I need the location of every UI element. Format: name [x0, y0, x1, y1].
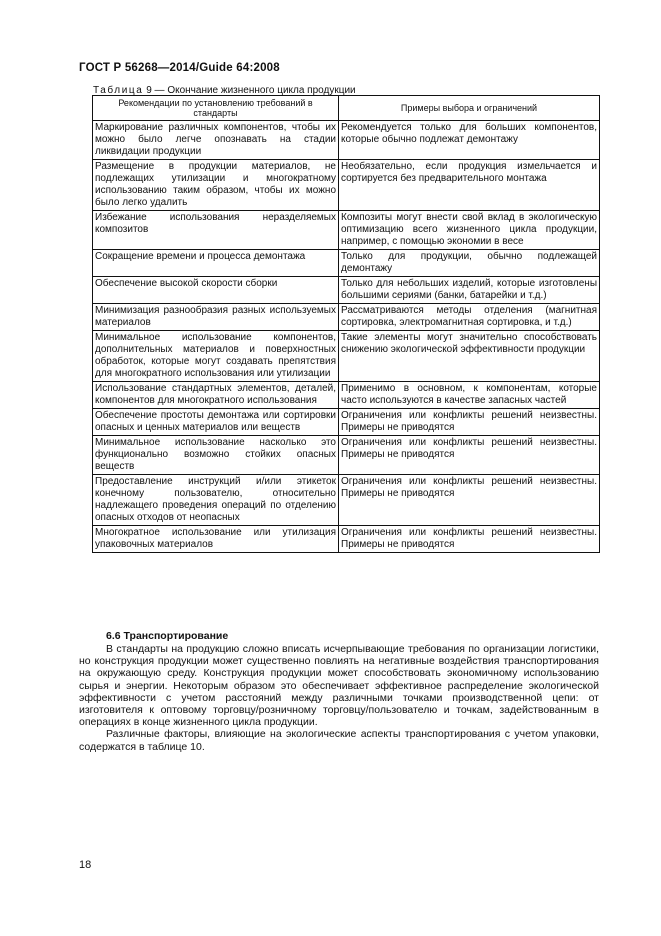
cell-recommendation: Сокращение времени и процесса демонтажа: [93, 250, 339, 277]
table-row: [93, 277, 600, 304]
cell-recommendation: Минимальное использование насколько это функционально возможно стойких опасных веществ: [93, 436, 339, 475]
cell-example: Ограничения или конфликты решений неизвестны. Примеры не приводятся: [339, 526, 600, 553]
table-row: [93, 409, 600, 436]
table-row: [93, 526, 600, 553]
table-row: [93, 382, 600, 409]
cell-example: Только для небольших изделий, которые изготовлены большими сериями (банки, батарейки и т.д.): [339, 277, 600, 304]
table-row: [93, 160, 600, 211]
cell-recommendation: Многократное использование или утилизация упаковочных материалов: [93, 526, 339, 553]
cell-recommendation: Предоставление инструкций и/или этикеток конечному пользователю, относительно надлежащего проведения операций по отделению опасных отходов от неопасных: [93, 475, 339, 526]
table-caption-text: — Окончание жизненного цикла продукции: [151, 85, 356, 96]
cell-example: Такие элементы могут значительно способствовать снижению экологической эффективности продукции: [339, 331, 600, 382]
table-caption-label: Таблица: [93, 85, 144, 96]
cell-recommendation: Минимальное использование компонентов, дополнительных материалов и поверхностных обработок, которые могут создавать препятствия для многократного использования или утилизации: [93, 331, 339, 382]
table-row: [93, 304, 600, 331]
cell-example: Рассматриваются методы отделения (магнитная сортировка, электромагнитная сортировка, и т.д.): [339, 304, 600, 331]
cell-example: Только для продукции, обычно подлежащей демонтажу: [339, 250, 600, 277]
table-row: [93, 331, 600, 382]
cell-example: Ограничения или конфликты решений неизвестны. Примеры не приводятся: [339, 436, 600, 475]
table-header-row: [93, 96, 600, 121]
table-row: [93, 436, 600, 475]
cell-recommendation: Размещение в продукции материалов, не подлежащих утилизации и многократному использованию таким образом, чтобы их можно было легко удалить: [93, 160, 339, 211]
table-row: [93, 121, 600, 160]
page-number: 18: [79, 859, 92, 871]
col-header-recommendations: Рекомендации по установлению требований в стандарты: [93, 96, 339, 121]
table-row: [93, 211, 600, 250]
col-header-examples: Примеры выбора и ограничений: [339, 96, 600, 121]
cell-recommendation: Обеспечение простоты демонтажа или сортировки опасных и ценных материалов или веществ: [93, 409, 339, 436]
table-caption-number: 9: [146, 85, 152, 96]
document-header: ГОСТ Р 56268—2014/Guide 64:2008: [79, 62, 280, 74]
cell-recommendation: Избежание использования неразделяемых композитов: [93, 211, 339, 250]
cell-example: Композиты могут внести свой вклад в экологическую оптимизацию всего жизненного цикла продукции, например, с помощью экономии в весе: [339, 211, 600, 250]
cell-example: Ограничения или конфликты решений неизвестны. Примеры не приводятся: [339, 409, 600, 436]
section-title: 6.6 Транспортирование: [106, 630, 229, 642]
cell-recommendation: Использование стандартных элементов, деталей, компонентов для многократного использования: [93, 382, 339, 409]
lifecycle-end-table: [92, 95, 600, 553]
cell-example: Ограничения или конфликты решений неизвестны. Примеры не приводятся: [339, 475, 600, 526]
cell-example: Необязательно, если продукция измельчается и сортируется без предварительного монтажа: [339, 160, 600, 211]
paragraph: Различные факторы, влияющие на экологические аспекты транспортирования с учетом упаковки, содержатся в таблице 10.: [79, 728, 599, 753]
table-row: [93, 250, 600, 277]
table-row: [93, 475, 600, 526]
paragraph: В стандарты на продукцию сложно вписать исчерпывающие требования по организации логистики, но конструкция продукции может существенно повлиять на негативные воздействия транспортирования на окружающую среду. Конструкция продукции может способствовать экономичному использованию сырья и энергии. Некоторым образом это обеспечивает эффективное распределение экологической эффективности с учетом расстояний между различными точками производственной цепи: от изготовителя к оптовому торговцу/розничному торговцу/пользователю и точкам, задействованным в операциях в конце жизненного цикла продукции.: [79, 643, 599, 729]
cell-example: Рекомендуется только для больших компонентов, которые обычно подлежат демонтажу: [339, 121, 600, 160]
cell-example: Применимо в основном, к компонентам, которые часто используются в качестве запасных частей: [339, 382, 600, 409]
section-body: [79, 643, 599, 753]
cell-recommendation: Обеспечение высокой скорости сборки: [93, 277, 339, 304]
cell-recommendation: Минимизация разнообразия разных используемых материалов: [93, 304, 339, 331]
cell-recommendation: Маркирование различных компонентов, чтобы их можно было легче опознавать на стадии ликвидации продукции: [93, 121, 339, 160]
